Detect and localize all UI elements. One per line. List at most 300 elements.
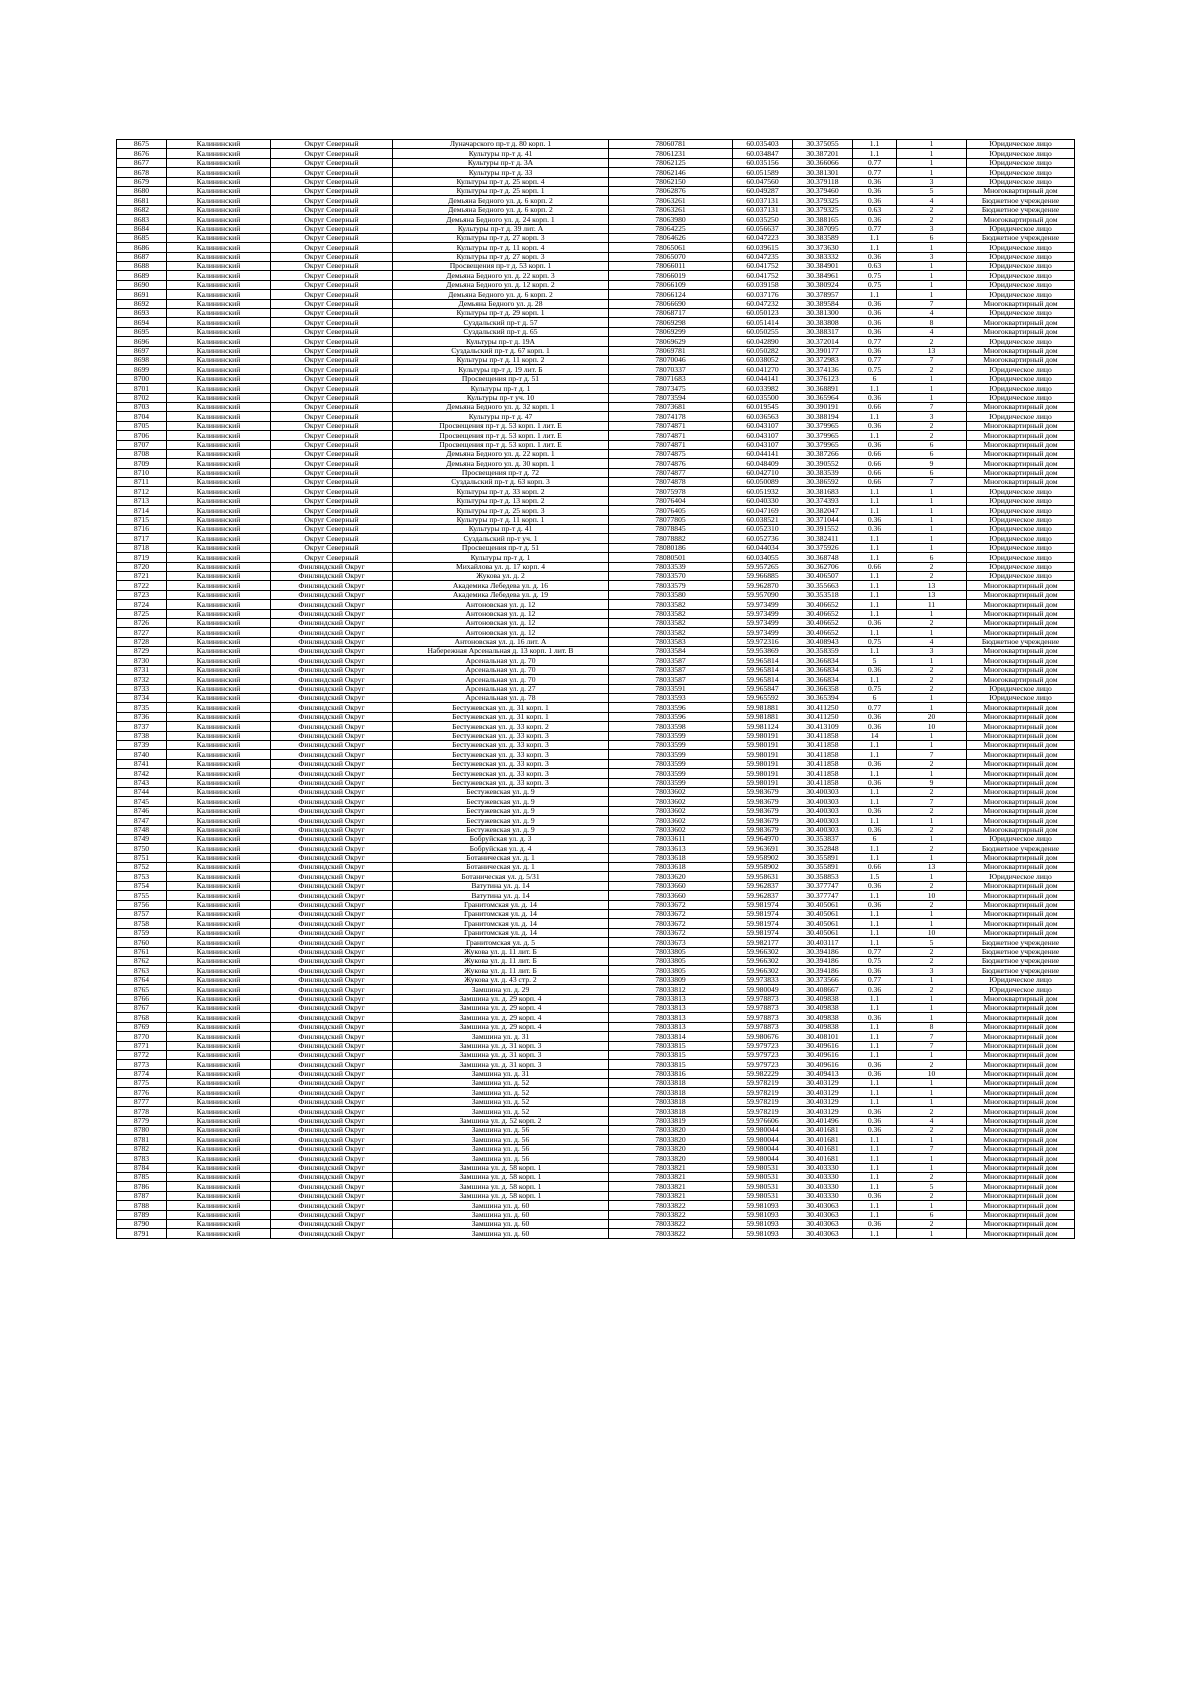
district-cell: Калининский xyxy=(167,863,271,872)
category-cell: Бюджетное учреждение xyxy=(967,205,1075,214)
table-row xyxy=(117,637,1075,646)
code-cell: 78064225 xyxy=(609,224,733,233)
okrug-cell: Финляндский Округ xyxy=(271,712,393,721)
coefficient-cell: 1.1 xyxy=(853,506,897,515)
latitude-cell: 60.044141 xyxy=(733,374,793,383)
code-cell: 78033583 xyxy=(609,637,733,646)
longitude-cell: 30.409838 xyxy=(793,1022,853,1031)
category-cell: Юридическое лицо xyxy=(967,496,1075,505)
category-cell: Многоквартирный дом xyxy=(967,1191,1075,1200)
count-cell: 1 xyxy=(897,656,967,665)
category-cell: Юридическое лицо xyxy=(967,384,1075,393)
okrug-cell: Финляндский Округ xyxy=(271,637,393,646)
latitude-cell: 60.051589 xyxy=(733,168,793,177)
coefficient-cell: 1.1 xyxy=(853,553,897,562)
coefficient-cell: 6 xyxy=(853,694,897,703)
table-row xyxy=(117,600,1075,609)
code-cell: 78076405 xyxy=(609,506,733,515)
address-cell: Демьяна Бедного ул. д. 6 корп. 2 xyxy=(393,196,609,205)
code-cell: 78033599 xyxy=(609,769,733,778)
count-cell: 1 xyxy=(897,290,967,299)
district-cell: Калининский xyxy=(167,797,271,806)
longitude-cell: 30.358359 xyxy=(793,647,853,656)
district-cell: Калининский xyxy=(167,168,271,177)
count-cell: 13 xyxy=(897,863,967,872)
row-number-cell: 8700 xyxy=(117,374,167,383)
district-cell: Калининский xyxy=(167,1022,271,1031)
category-cell: Юридическое лицо xyxy=(967,506,1075,515)
table-row xyxy=(117,656,1075,665)
count-cell: 5 xyxy=(897,186,967,195)
latitude-cell: 60.041270 xyxy=(733,365,793,374)
longitude-cell: 30.403129 xyxy=(793,1088,853,1097)
longitude-cell: 30.403129 xyxy=(793,1107,853,1116)
latitude-cell: 59.966302 xyxy=(733,966,793,975)
longitude-cell: 30.373566 xyxy=(793,975,853,984)
row-number-cell: 8756 xyxy=(117,900,167,909)
district-cell: Калининский xyxy=(167,806,271,815)
count-cell: 2 xyxy=(897,684,967,693)
code-cell: 78033539 xyxy=(609,562,733,571)
okrug-cell: Финляндский Округ xyxy=(271,1079,393,1088)
row-number-cell: 8758 xyxy=(117,919,167,928)
longitude-cell: 30.387266 xyxy=(793,449,853,458)
row-number-cell: 8689 xyxy=(117,271,167,280)
row-number-cell: 8772 xyxy=(117,1050,167,1059)
district-cell: Калининский xyxy=(167,1032,271,1041)
longitude-cell: 30.411250 xyxy=(793,712,853,721)
table-row xyxy=(117,825,1075,834)
address-cell: Жукова ул. д. 2 xyxy=(393,571,609,580)
address-cell: Ботаническая ул. д. 5/31 xyxy=(393,872,609,881)
count-cell: 2 xyxy=(897,806,967,815)
row-number-cell: 8745 xyxy=(117,797,167,806)
code-cell: 78033584 xyxy=(609,647,733,656)
category-cell: Юридическое лицо xyxy=(967,243,1075,252)
latitude-cell: 59.981974 xyxy=(733,910,793,919)
okrug-cell: Округ Северный xyxy=(271,205,393,214)
code-cell: 78066690 xyxy=(609,299,733,308)
district-cell: Калининский xyxy=(167,440,271,449)
longitude-cell: 30.401681 xyxy=(793,1144,853,1153)
okrug-cell: Округ Северный xyxy=(271,337,393,346)
district-cell: Калининский xyxy=(167,628,271,637)
row-number-cell: 8702 xyxy=(117,393,167,402)
count-cell: 13 xyxy=(897,581,967,590)
longitude-cell: 30.373630 xyxy=(793,243,853,252)
address-cell: Луначарского пр-т д. 80 корп. 1 xyxy=(393,140,609,149)
okrug-cell: Округ Северный xyxy=(271,318,393,327)
address-cell: Жукова ул. д. 11 лит. Б xyxy=(393,966,609,975)
coefficient-cell: 1.1 xyxy=(853,1154,897,1163)
longitude-cell: 30.409616 xyxy=(793,1041,853,1050)
code-cell: 78033815 xyxy=(609,1060,733,1069)
district-cell: Калининский xyxy=(167,1182,271,1191)
okrug-cell: Округ Северный xyxy=(271,525,393,534)
row-number-cell: 8708 xyxy=(117,449,167,458)
coefficient-cell: 0.36 xyxy=(853,806,897,815)
district-cell: Калининский xyxy=(167,1013,271,1022)
table-row xyxy=(117,1182,1075,1191)
okrug-cell: Финляндский Округ xyxy=(271,628,393,637)
table-row xyxy=(117,891,1075,900)
longitude-cell: 30.403063 xyxy=(793,1201,853,1210)
coefficient-cell: 1.1 xyxy=(853,938,897,947)
longitude-cell: 30.411858 xyxy=(793,778,853,787)
okrug-cell: Финляндский Округ xyxy=(271,956,393,965)
latitude-cell: 60.049287 xyxy=(733,186,793,195)
okrug-cell: Округ Северный xyxy=(271,280,393,289)
category-cell: Многоквартирный дом xyxy=(967,628,1075,637)
longitude-cell: 30.394186 xyxy=(793,947,853,956)
category-cell: Многоквартирный дом xyxy=(967,1088,1075,1097)
latitude-cell: 59.978873 xyxy=(733,994,793,1003)
code-cell: 78033816 xyxy=(609,1069,733,1078)
latitude-cell: 59.964970 xyxy=(733,834,793,843)
category-cell: Многоквартирный дом xyxy=(967,881,1075,890)
table-row xyxy=(117,628,1075,637)
category-cell: Многоквартирный дом xyxy=(967,900,1075,909)
table-body xyxy=(117,140,1075,1239)
latitude-cell: 59.965592 xyxy=(733,694,793,703)
latitude-cell: 60.038521 xyxy=(733,515,793,524)
count-cell: 1 xyxy=(897,1088,967,1097)
category-cell: Многоквартирный дом xyxy=(967,1163,1075,1172)
longitude-cell: 30.381683 xyxy=(793,487,853,496)
district-cell: Калининский xyxy=(167,177,271,186)
count-cell: 1 xyxy=(897,393,967,402)
count-cell: 1 xyxy=(897,140,967,149)
count-cell: 20 xyxy=(897,712,967,721)
row-number-cell: 8736 xyxy=(117,712,167,721)
latitude-cell: 60.050255 xyxy=(733,327,793,336)
table-row xyxy=(117,985,1075,994)
address-cell: Антоновская ул. д. 16 лит. А xyxy=(393,637,609,646)
category-cell: Юридическое лицо xyxy=(967,262,1075,271)
address-cell: Бестужевская ул. д. 33 корп. 3 xyxy=(393,759,609,768)
table-row xyxy=(117,844,1075,853)
latitude-cell: 59.973499 xyxy=(733,628,793,637)
table-row xyxy=(117,412,1075,421)
count-cell: 5 xyxy=(897,1182,967,1191)
latitude-cell: 59.980191 xyxy=(733,741,793,750)
longitude-cell: 30.387201 xyxy=(793,149,853,158)
count-cell: 1 xyxy=(897,149,967,158)
address-cell: Суздальский пр-т уч. 1 xyxy=(393,534,609,543)
row-number-cell: 8701 xyxy=(117,384,167,393)
longitude-cell: 30.380924 xyxy=(793,280,853,289)
okrug-cell: Округ Северный xyxy=(271,186,393,195)
okrug-cell: Финляндский Округ xyxy=(271,647,393,656)
category-cell: Многоквартирный дом xyxy=(967,1201,1075,1210)
coefficient-cell: 0.63 xyxy=(853,205,897,214)
category-cell: Юридическое лицо xyxy=(967,224,1075,233)
longitude-cell: 30.400303 xyxy=(793,825,853,834)
row-number-cell: 8739 xyxy=(117,741,167,750)
row-number-cell: 8703 xyxy=(117,402,167,411)
count-cell: 4 xyxy=(897,637,967,646)
longitude-cell: 30.379118 xyxy=(793,177,853,186)
latitude-cell: 59.980531 xyxy=(733,1182,793,1191)
coefficient-cell: 0.36 xyxy=(853,665,897,674)
count-cell: 2 xyxy=(897,365,967,374)
latitude-cell: 60.035500 xyxy=(733,393,793,402)
address-cell: Замшина ул. д. 56 xyxy=(393,1126,609,1135)
row-number-cell: 8699 xyxy=(117,365,167,374)
row-number-cell: 8695 xyxy=(117,327,167,336)
code-cell: 78078845 xyxy=(609,525,733,534)
longitude-cell: 30.411858 xyxy=(793,731,853,740)
code-cell: 78033672 xyxy=(609,919,733,928)
okrug-cell: Финляндский Округ xyxy=(271,806,393,815)
longitude-cell: 30.403330 xyxy=(793,1182,853,1191)
table-row xyxy=(117,994,1075,1003)
latitude-cell: 60.035403 xyxy=(733,140,793,149)
longitude-cell: 30.383332 xyxy=(793,252,853,261)
row-number-cell: 8765 xyxy=(117,985,167,994)
coefficient-cell: 1.1 xyxy=(853,1041,897,1050)
category-cell: Многоквартирный дом xyxy=(967,1003,1075,1012)
address-cell: Замшина ул. д. 52 xyxy=(393,1107,609,1116)
address-cell: Замшина ул. д. 52 xyxy=(393,1097,609,1106)
longitude-cell: 30.377747 xyxy=(793,881,853,890)
table-row xyxy=(117,647,1075,656)
address-cell: Академика Лебедева ул. д. 19 xyxy=(393,590,609,599)
row-number-cell: 8685 xyxy=(117,233,167,242)
row-number-cell: 8774 xyxy=(117,1069,167,1078)
district-cell: Калининский xyxy=(167,478,271,487)
longitude-cell: 30.391552 xyxy=(793,525,853,534)
table-row xyxy=(117,177,1075,186)
count-cell: 1 xyxy=(897,1135,967,1144)
row-number-cell: 8733 xyxy=(117,684,167,693)
code-cell: 78033618 xyxy=(609,863,733,872)
row-number-cell: 8751 xyxy=(117,853,167,862)
longitude-cell: 30.355891 xyxy=(793,863,853,872)
latitude-cell: 60.048409 xyxy=(733,459,793,468)
address-cell: Культуры пр-т д. 1 xyxy=(393,384,609,393)
address-cell: Суздальский пр-т д. 57 xyxy=(393,318,609,327)
row-number-cell: 8791 xyxy=(117,1229,167,1238)
longitude-cell: 30.403063 xyxy=(793,1229,853,1238)
category-cell: Многоквартирный дом xyxy=(967,675,1075,684)
count-cell: 1 xyxy=(897,487,967,496)
table-row xyxy=(117,365,1075,374)
district-cell: Калининский xyxy=(167,515,271,524)
code-cell: 78061231 xyxy=(609,149,733,158)
category-cell: Многоквартирный дом xyxy=(967,741,1075,750)
table-row xyxy=(117,1032,1075,1041)
address-cell: Замшина ул. д. 31 xyxy=(393,1032,609,1041)
row-number-cell: 8755 xyxy=(117,891,167,900)
okrug-cell: Финляндский Округ xyxy=(271,816,393,825)
count-cell: 1 xyxy=(897,168,967,177)
count-cell: 2 xyxy=(897,787,967,796)
code-cell: 78033660 xyxy=(609,881,733,890)
code-cell: 78060781 xyxy=(609,140,733,149)
table-row xyxy=(117,581,1075,590)
coefficient-cell: 0.36 xyxy=(853,1219,897,1228)
address-cell: Культуры пр-т д. 27 корп. 3 xyxy=(393,252,609,261)
code-cell: 78074871 xyxy=(609,421,733,430)
category-cell: Юридическое лицо xyxy=(967,140,1075,149)
count-cell: 3 xyxy=(897,412,967,421)
code-cell: 78033818 xyxy=(609,1079,733,1088)
category-cell: Многоквартирный дом xyxy=(967,478,1075,487)
code-cell: 78070046 xyxy=(609,355,733,364)
row-number-cell: 8734 xyxy=(117,694,167,703)
category-cell: Юридическое лицо xyxy=(967,252,1075,261)
count-cell: 6 xyxy=(897,440,967,449)
okrug-cell: Финляндский Округ xyxy=(271,1088,393,1097)
row-number-cell: 8727 xyxy=(117,628,167,637)
coefficient-cell: 1.1 xyxy=(853,243,897,252)
longitude-cell: 30.409616 xyxy=(793,1050,853,1059)
address-cell: Демьяна Бедного ул. д. 6 корп. 2 xyxy=(393,205,609,214)
okrug-cell: Финляндский Округ xyxy=(271,562,393,571)
coefficient-cell: 0.77 xyxy=(853,355,897,364)
count-cell: 1 xyxy=(897,694,967,703)
count-cell: 1 xyxy=(897,816,967,825)
coefficient-cell: 1.5 xyxy=(853,872,897,881)
district-cell: Калининский xyxy=(167,816,271,825)
table-row xyxy=(117,1219,1075,1228)
coefficient-cell: 0.36 xyxy=(853,1013,897,1022)
count-cell: 6 xyxy=(897,553,967,562)
category-cell: Многоквартирный дом xyxy=(967,1135,1075,1144)
code-cell: 78033582 xyxy=(609,600,733,609)
code-cell: 78033815 xyxy=(609,1050,733,1059)
category-cell: Многоквартирный дом xyxy=(967,1013,1075,1022)
coefficient-cell: 0.36 xyxy=(853,309,897,318)
table-row xyxy=(117,609,1075,618)
row-number-cell: 8735 xyxy=(117,703,167,712)
longitude-cell: 30.379965 xyxy=(793,431,853,440)
count-cell: 1 xyxy=(897,741,967,750)
category-cell: Юридическое лицо xyxy=(967,562,1075,571)
district-cell: Калининский xyxy=(167,590,271,599)
count-cell: 4 xyxy=(897,1116,967,1125)
code-cell: 78033821 xyxy=(609,1163,733,1172)
category-cell: Многоквартирный дом xyxy=(967,318,1075,327)
address-cell: Демьяна Бедного ул. д. 22 корп. 3 xyxy=(393,271,609,280)
table-row xyxy=(117,881,1075,890)
coefficient-cell: 1.1 xyxy=(853,919,897,928)
address-cell: Гранитомская ул. д. 14 xyxy=(393,900,609,909)
latitude-cell: 59.978219 xyxy=(733,1107,793,1116)
okrug-cell: Финляндский Округ xyxy=(271,1144,393,1153)
latitude-cell: 59.978219 xyxy=(733,1079,793,1088)
okrug-cell: Финляндский Округ xyxy=(271,1003,393,1012)
latitude-cell: 59.980044 xyxy=(733,1144,793,1153)
coefficient-cell: 1.1 xyxy=(853,741,897,750)
latitude-cell: 60.038052 xyxy=(733,355,793,364)
district-cell: Калининский xyxy=(167,355,271,364)
district-cell: Калининский xyxy=(167,938,271,947)
district-cell: Калининский xyxy=(167,252,271,261)
table-row xyxy=(117,421,1075,430)
district-cell: Калининский xyxy=(167,825,271,834)
row-number-cell: 8761 xyxy=(117,947,167,956)
address-cell: Арсенальная ул. д. 78 xyxy=(393,694,609,703)
coefficient-cell: 0.36 xyxy=(853,1191,897,1200)
longitude-cell: 30.405061 xyxy=(793,910,853,919)
latitude-cell: 60.034847 xyxy=(733,149,793,158)
address-cell: Замшина ул. д. 56 xyxy=(393,1144,609,1153)
okrug-cell: Финляндский Округ xyxy=(271,1201,393,1210)
latitude-cell: 59.980531 xyxy=(733,1191,793,1200)
table-row xyxy=(117,1079,1075,1088)
latitude-cell: 59.972316 xyxy=(733,637,793,646)
address-cell: Арсенальная ул. д. 70 xyxy=(393,656,609,665)
latitude-cell: 60.037176 xyxy=(733,290,793,299)
district-cell: Калининский xyxy=(167,421,271,430)
coefficient-cell: 0.36 xyxy=(853,985,897,994)
category-cell: Многоквартирный дом xyxy=(967,402,1075,411)
table-row xyxy=(117,374,1075,383)
table-row xyxy=(117,590,1075,599)
longitude-cell: 30.409838 xyxy=(793,1003,853,1012)
okrug-cell: Округ Северный xyxy=(271,271,393,280)
category-cell: Юридическое лицо xyxy=(967,393,1075,402)
coefficient-cell: 6 xyxy=(853,374,897,383)
count-cell: 1 xyxy=(897,1163,967,1172)
count-cell: 2 xyxy=(897,985,967,994)
row-number-cell: 8687 xyxy=(117,252,167,261)
okrug-cell: Округ Северный xyxy=(271,421,393,430)
okrug-cell: Округ Северный xyxy=(271,233,393,242)
coefficient-cell: 1.1 xyxy=(853,496,897,505)
district-cell: Калининский xyxy=(167,956,271,965)
okrug-cell: Финляндский Округ xyxy=(271,891,393,900)
coefficient-cell: 0.77 xyxy=(853,158,897,167)
coefficient-cell: 1.1 xyxy=(853,487,897,496)
okrug-cell: Финляндский Округ xyxy=(271,778,393,787)
row-number-cell: 8747 xyxy=(117,816,167,825)
longitude-cell: 30.411858 xyxy=(793,759,853,768)
latitude-cell: 59.980191 xyxy=(733,750,793,759)
latitude-cell: 60.050123 xyxy=(733,309,793,318)
category-cell: Юридическое лицо xyxy=(967,280,1075,289)
code-cell: 78033570 xyxy=(609,571,733,580)
count-cell: 1 xyxy=(897,496,967,505)
count-cell: 1 xyxy=(897,374,967,383)
coefficient-cell: 1.1 xyxy=(853,928,897,937)
table-row xyxy=(117,722,1075,731)
longitude-cell: 30.388317 xyxy=(793,327,853,336)
category-cell: Многоквартирный дом xyxy=(967,910,1075,919)
address-cell: Культуры пр-т д. 11 корп. 2 xyxy=(393,355,609,364)
latitude-cell: 59.981093 xyxy=(733,1201,793,1210)
latitude-cell: 59.980044 xyxy=(733,1126,793,1135)
address-cell: Ватутина ул. д. 14 xyxy=(393,881,609,890)
address-cell: Культуры пр-т д. 25 корп. 1 xyxy=(393,186,609,195)
coefficient-cell: 1.1 xyxy=(853,1229,897,1238)
district-cell: Калининский xyxy=(167,853,271,862)
table-row xyxy=(117,1022,1075,1031)
district-cell: Калининский xyxy=(167,994,271,1003)
code-cell: 78033822 xyxy=(609,1229,733,1238)
latitude-cell: 60.037131 xyxy=(733,205,793,214)
address-cell: Бестужевская ул. д. 9 xyxy=(393,797,609,806)
count-cell: 13 xyxy=(897,590,967,599)
latitude-cell: 60.039615 xyxy=(733,243,793,252)
address-cell: Гранитомская ул. д. 14 xyxy=(393,919,609,928)
latitude-cell: 59.973833 xyxy=(733,975,793,984)
table-row xyxy=(117,355,1075,364)
row-number-cell: 8696 xyxy=(117,337,167,346)
okrug-cell: Финляндский Округ xyxy=(271,797,393,806)
